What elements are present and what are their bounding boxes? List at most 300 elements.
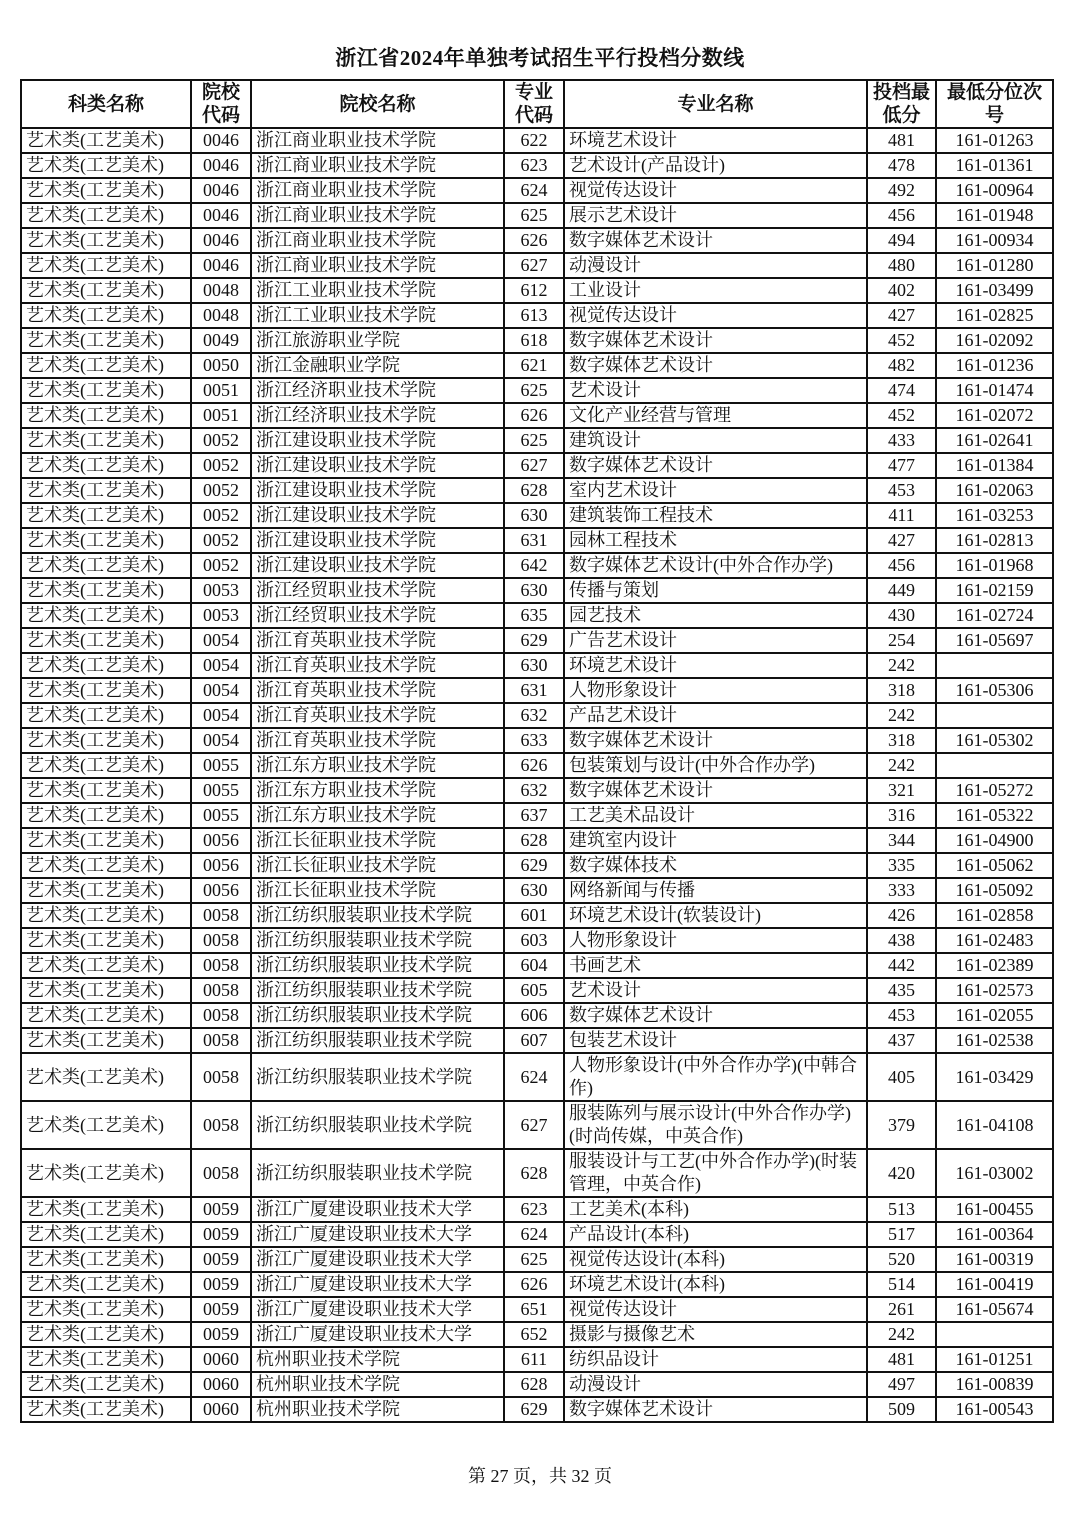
- cell-school-name: 浙江广厦建设职业技术大学: [251, 1297, 504, 1322]
- cell-school-name: 浙江纺织服装职业技术学院: [251, 928, 504, 953]
- cell-major-name: 视觉传达设计: [564, 178, 867, 203]
- cell-school-name: 浙江广厦建设职业技术大学: [251, 1247, 504, 1272]
- cell-major-name: 动漫设计: [564, 253, 867, 278]
- cell-school-name: 浙江育英职业技术学院: [251, 703, 504, 728]
- cell-min-rank: 161-04108: [936, 1101, 1053, 1149]
- table-row: [21, 453, 1053, 478]
- table-row: [21, 903, 1053, 928]
- cell-major-code: 625: [504, 378, 564, 403]
- table-row: [21, 878, 1053, 903]
- cell-min-score: 242: [867, 703, 936, 728]
- cell-major-name: 环境艺术设计: [564, 128, 867, 153]
- cell-school-name: 浙江纺织服装职业技术学院: [251, 1149, 504, 1197]
- cell-major-code: 630: [504, 578, 564, 603]
- cell-min-rank: 161-00419: [936, 1272, 1053, 1297]
- cell-min-rank: 161-05306: [936, 678, 1053, 703]
- cell-min-rank: 161-05092: [936, 878, 1053, 903]
- cell-school-name: 浙江工业职业技术学院: [251, 303, 504, 328]
- cell-school-code: 0058: [191, 1003, 251, 1028]
- cell-min-score: 437: [867, 1028, 936, 1053]
- cell-school-name: 浙江建设职业技术学院: [251, 528, 504, 553]
- table-row: [21, 703, 1053, 728]
- cell-school-code: 0055: [191, 753, 251, 778]
- table-row: [21, 678, 1053, 703]
- cell-min-rank: 161-04900: [936, 828, 1053, 853]
- cell-major-name: 视觉传达设计(本科): [564, 1247, 867, 1272]
- cell-school-code: 0046: [191, 153, 251, 178]
- cell-min-score: 481: [867, 128, 936, 153]
- cell-school-name: 浙江建设职业技术学院: [251, 428, 504, 453]
- cell-min-rank: 161-00364: [936, 1222, 1053, 1247]
- cell-min-score: 242: [867, 753, 936, 778]
- table-row: [21, 203, 1053, 228]
- cell-major-code: 605: [504, 978, 564, 1003]
- cell-major-code: 624: [504, 1053, 564, 1101]
- cell-min-rank: 161-05322: [936, 803, 1053, 828]
- cell-category: 艺术类(工艺美术): [21, 603, 191, 628]
- cell-major-code: 628: [504, 1372, 564, 1397]
- cell-min-rank: 161-00455: [936, 1197, 1053, 1222]
- cell-school-name: 浙江长征职业技术学院: [251, 828, 504, 853]
- table-header-row: [21, 80, 1053, 128]
- cell-category: 艺术类(工艺美术): [21, 1247, 191, 1272]
- cell-major-name: 产品艺术设计: [564, 703, 867, 728]
- cell-major-code: 626: [504, 228, 564, 253]
- cell-school-code: 0060: [191, 1347, 251, 1372]
- cell-school-code: 0056: [191, 878, 251, 903]
- cell-major-code: 627: [504, 253, 564, 278]
- cell-major-code: 621: [504, 353, 564, 378]
- cell-min-rank: 161-02063: [936, 478, 1053, 503]
- table-row: [21, 628, 1053, 653]
- header-school-name: 院校名称: [251, 80, 504, 128]
- cell-school-name: 浙江纺织服装职业技术学院: [251, 1101, 504, 1149]
- cell-school-code: 0046: [191, 228, 251, 253]
- cell-min-rank: [936, 703, 1053, 728]
- table-row: [21, 378, 1053, 403]
- cell-min-score: 509: [867, 1397, 936, 1422]
- cell-major-name: 艺术设计(产品设计): [564, 153, 867, 178]
- cell-category: 艺术类(工艺美术): [21, 203, 191, 228]
- cell-school-name: 浙江商业职业技术学院: [251, 128, 504, 153]
- cell-major-name: 视觉传达设计: [564, 1297, 867, 1322]
- cell-school-code: 0046: [191, 203, 251, 228]
- cell-min-rank: 161-02072: [936, 403, 1053, 428]
- cell-min-rank: 161-05674: [936, 1297, 1053, 1322]
- cell-min-score: 420: [867, 1149, 936, 1197]
- cell-min-score: 442: [867, 953, 936, 978]
- cell-school-code: 0055: [191, 803, 251, 828]
- table-row: [21, 828, 1053, 853]
- cell-category: 艺术类(工艺美术): [21, 928, 191, 953]
- cell-school-code: 0060: [191, 1397, 251, 1422]
- cell-min-rank: 161-02055: [936, 1003, 1053, 1028]
- cell-school-name: 浙江纺织服装职业技术学院: [251, 978, 504, 1003]
- cell-category: 艺术类(工艺美术): [21, 178, 191, 203]
- cell-major-code: 630: [504, 653, 564, 678]
- cell-school-name: 浙江商业职业技术学院: [251, 253, 504, 278]
- cell-min-rank: 161-02389: [936, 953, 1053, 978]
- cell-min-score: 242: [867, 653, 936, 678]
- cell-school-code: 0054: [191, 703, 251, 728]
- cell-category: 艺术类(工艺美术): [21, 503, 191, 528]
- cell-category: 艺术类(工艺美术): [21, 1272, 191, 1297]
- admission-score-table: [20, 79, 1054, 1423]
- table-row: [21, 1101, 1053, 1149]
- cell-min-score: 316: [867, 803, 936, 828]
- cell-school-code: 0052: [191, 478, 251, 503]
- cell-school-name: 浙江育英职业技术学院: [251, 653, 504, 678]
- cell-major-code: 631: [504, 678, 564, 703]
- cell-min-rank: 161-01968: [936, 553, 1053, 578]
- cell-school-name: 浙江育英职业技术学院: [251, 678, 504, 703]
- cell-major-code: 628: [504, 1149, 564, 1197]
- cell-school-name: 浙江商业职业技术学院: [251, 153, 504, 178]
- cell-school-code: 0059: [191, 1197, 251, 1222]
- cell-major-name: 工艺美术品设计: [564, 803, 867, 828]
- cell-category: 艺术类(工艺美术): [21, 1028, 191, 1053]
- cell-min-score: 517: [867, 1222, 936, 1247]
- cell-major-name: 艺术设计: [564, 978, 867, 1003]
- cell-min-rank: 161-01263: [936, 128, 1053, 153]
- cell-major-name: 环境艺术设计(软装设计): [564, 903, 867, 928]
- header-category: 科类名称: [21, 80, 191, 128]
- cell-min-rank: 161-03002: [936, 1149, 1053, 1197]
- cell-school-code: 0049: [191, 328, 251, 353]
- cell-major-code: 612: [504, 278, 564, 303]
- cell-major-code: 629: [504, 628, 564, 653]
- cell-category: 艺术类(工艺美术): [21, 1397, 191, 1422]
- header-major-name: 专业名称: [564, 80, 867, 128]
- table-row: [21, 603, 1053, 628]
- cell-min-rank: 161-01948: [936, 203, 1053, 228]
- cell-school-code: 0056: [191, 828, 251, 853]
- cell-min-rank: [936, 1322, 1053, 1347]
- table-row: [21, 553, 1053, 578]
- cell-min-rank: 161-02825: [936, 303, 1053, 328]
- cell-min-score: 430: [867, 603, 936, 628]
- cell-major-code: 651: [504, 1297, 564, 1322]
- cell-min-score: 318: [867, 678, 936, 703]
- cell-school-code: 0058: [191, 978, 251, 1003]
- cell-category: 艺术类(工艺美术): [21, 853, 191, 878]
- cell-category: 艺术类(工艺美术): [21, 878, 191, 903]
- cell-school-code: 0051: [191, 403, 251, 428]
- cell-school-code: 0054: [191, 628, 251, 653]
- cell-min-rank: 161-02092: [936, 328, 1053, 353]
- cell-major-name: 园林工程技术: [564, 528, 867, 553]
- cell-major-name: 广告艺术设计: [564, 628, 867, 653]
- cell-min-rank: 161-05272: [936, 778, 1053, 803]
- cell-major-name: 纺织品设计: [564, 1347, 867, 1372]
- cell-min-rank: 161-01280: [936, 253, 1053, 278]
- cell-school-code: 0058: [191, 1149, 251, 1197]
- cell-major-name: 书画艺术: [564, 953, 867, 978]
- cell-major-code: 635: [504, 603, 564, 628]
- cell-category: 艺术类(工艺美术): [21, 1347, 191, 1372]
- cell-school-code: 0058: [191, 953, 251, 978]
- table-row: [21, 578, 1053, 603]
- table-row: [21, 1247, 1053, 1272]
- cell-category: 艺术类(工艺美术): [21, 478, 191, 503]
- cell-school-name: 浙江广厦建设职业技术大学: [251, 1322, 504, 1347]
- cell-school-code: 0048: [191, 278, 251, 303]
- table-row: [21, 1297, 1053, 1322]
- cell-min-score: 478: [867, 153, 936, 178]
- cell-school-name: 浙江东方职业技术学院: [251, 803, 504, 828]
- cell-min-rank: 161-02724: [936, 603, 1053, 628]
- cell-school-name: 杭州职业技术学院: [251, 1347, 504, 1372]
- cell-category: 艺术类(工艺美术): [21, 153, 191, 178]
- cell-school-name: 浙江商业职业技术学院: [251, 228, 504, 253]
- cell-category: 艺术类(工艺美术): [21, 1003, 191, 1028]
- cell-major-code: 626: [504, 403, 564, 428]
- cell-major-code: 606: [504, 1003, 564, 1028]
- cell-min-rank: 161-00543: [936, 1397, 1053, 1422]
- cell-major-code: 631: [504, 528, 564, 553]
- cell-min-rank: 161-02483: [936, 928, 1053, 953]
- cell-major-name: 数字媒体艺术设计: [564, 328, 867, 353]
- table-row: [21, 778, 1053, 803]
- table-row: [21, 1003, 1053, 1028]
- cell-major-code: 625: [504, 203, 564, 228]
- cell-min-rank: 161-01474: [936, 378, 1053, 403]
- cell-school-code: 0052: [191, 428, 251, 453]
- cell-min-rank: 161-00934: [936, 228, 1053, 253]
- cell-school-code: 0046: [191, 178, 251, 203]
- cell-category: 艺术类(工艺美术): [21, 228, 191, 253]
- table-row: [21, 353, 1053, 378]
- cell-min-score: 318: [867, 728, 936, 753]
- cell-min-score: 492: [867, 178, 936, 203]
- table-row: [21, 1322, 1053, 1347]
- cell-category: 艺术类(工艺美术): [21, 828, 191, 853]
- cell-major-name: 数字媒体艺术设计: [564, 778, 867, 803]
- cell-min-score: 482: [867, 353, 936, 378]
- cell-major-code: 623: [504, 153, 564, 178]
- cell-school-name: 浙江纺织服装职业技术学院: [251, 1028, 504, 1053]
- cell-min-score: 242: [867, 1322, 936, 1347]
- cell-min-rank: 161-02538: [936, 1028, 1053, 1053]
- cell-major-code: 642: [504, 553, 564, 578]
- cell-school-name: 浙江纺织服装职业技术学院: [251, 953, 504, 978]
- table-row: [21, 978, 1053, 1003]
- table-row: [21, 1197, 1053, 1222]
- cell-major-code: 624: [504, 178, 564, 203]
- cell-min-score: 333: [867, 878, 936, 903]
- cell-school-code: 0054: [191, 653, 251, 678]
- cell-category: 艺术类(工艺美术): [21, 653, 191, 678]
- cell-school-name: 浙江经济职业技术学院: [251, 403, 504, 428]
- cell-school-name: 浙江育英职业技术学院: [251, 728, 504, 753]
- table-row: [21, 803, 1053, 828]
- cell-min-score: 254: [867, 628, 936, 653]
- cell-major-name: 传播与策划: [564, 578, 867, 603]
- cell-min-score: 411: [867, 503, 936, 528]
- cell-major-name: 建筑装饰工程技术: [564, 503, 867, 528]
- cell-school-name: 浙江长征职业技术学院: [251, 853, 504, 878]
- cell-school-name: 浙江纺织服装职业技术学院: [251, 1053, 504, 1101]
- cell-category: 艺术类(工艺美术): [21, 278, 191, 303]
- cell-school-code: 0053: [191, 578, 251, 603]
- cell-school-name: 浙江建设职业技术学院: [251, 453, 504, 478]
- cell-min-rank: 161-01384: [936, 453, 1053, 478]
- cell-major-name: 服装陈列与展示设计(中外合作办学)(时尚传媒，中英合作): [564, 1101, 867, 1149]
- cell-min-rank: 161-01236: [936, 353, 1053, 378]
- cell-major-name: 数字媒体艺术设计: [564, 1003, 867, 1028]
- cell-major-name: 摄影与摄像艺术: [564, 1322, 867, 1347]
- cell-min-score: 449: [867, 578, 936, 603]
- cell-category: 艺术类(工艺美术): [21, 328, 191, 353]
- cell-major-name: 人物形象设计(中外合作办学)(中韩合作): [564, 1053, 867, 1101]
- cell-category: 艺术类(工艺美术): [21, 578, 191, 603]
- table-row: [21, 403, 1053, 428]
- cell-min-score: 427: [867, 528, 936, 553]
- cell-major-name: 产品设计(本科): [564, 1222, 867, 1247]
- cell-major-name: 工艺美术(本科): [564, 1197, 867, 1222]
- cell-major-code: 628: [504, 478, 564, 503]
- cell-major-code: 625: [504, 1247, 564, 1272]
- cell-category: 艺术类(工艺美术): [21, 953, 191, 978]
- cell-min-rank: 161-02573: [936, 978, 1053, 1003]
- cell-school-code: 0052: [191, 553, 251, 578]
- table-row: [21, 853, 1053, 878]
- cell-school-code: 0053: [191, 603, 251, 628]
- cell-min-rank: 161-02641: [936, 428, 1053, 453]
- cell-category: 艺术类(工艺美术): [21, 428, 191, 453]
- cell-school-code: 0058: [191, 1101, 251, 1149]
- cell-school-name: 浙江建设职业技术学院: [251, 478, 504, 503]
- cell-major-name: 人物形象设计: [564, 678, 867, 703]
- table-row: [21, 753, 1053, 778]
- cell-min-score: 321: [867, 778, 936, 803]
- cell-major-code: 607: [504, 1028, 564, 1053]
- cell-min-rank: [936, 753, 1053, 778]
- cell-min-rank: 161-05302: [936, 728, 1053, 753]
- cell-category: 艺术类(工艺美术): [21, 778, 191, 803]
- cell-major-code: 623: [504, 1197, 564, 1222]
- cell-major-name: 文化产业经营与管理: [564, 403, 867, 428]
- cell-major-name: 视觉传达设计: [564, 303, 867, 328]
- cell-school-code: 0058: [191, 1053, 251, 1101]
- cell-major-code: 629: [504, 853, 564, 878]
- cell-major-name: 室内艺术设计: [564, 478, 867, 503]
- cell-min-rank: 161-01361: [936, 153, 1053, 178]
- cell-school-code: 0050: [191, 353, 251, 378]
- cell-min-score: 426: [867, 903, 936, 928]
- cell-major-code: 632: [504, 703, 564, 728]
- cell-category: 艺术类(工艺美术): [21, 678, 191, 703]
- table-row: [21, 1347, 1053, 1372]
- cell-major-code: 625: [504, 428, 564, 453]
- cell-school-name: 浙江纺织服装职业技术学院: [251, 903, 504, 928]
- cell-major-name: 服装设计与工艺(中外合作办学)(时装管理，中英合作): [564, 1149, 867, 1197]
- cell-major-name: 展示艺术设计: [564, 203, 867, 228]
- cell-category: 艺术类(工艺美术): [21, 353, 191, 378]
- table-row: [21, 428, 1053, 453]
- header-school-code: 院校代码: [191, 80, 251, 128]
- header-major-code: 专业代码: [504, 80, 564, 128]
- cell-min-rank: 161-05062: [936, 853, 1053, 878]
- cell-category: 艺术类(工艺美术): [21, 753, 191, 778]
- cell-min-score: 480: [867, 253, 936, 278]
- cell-major-code: 626: [504, 753, 564, 778]
- cell-major-code: 627: [504, 1101, 564, 1149]
- cell-min-score: 477: [867, 453, 936, 478]
- cell-category: 艺术类(工艺美术): [21, 453, 191, 478]
- table-row: [21, 1222, 1053, 1247]
- cell-major-name: 工业设计: [564, 278, 867, 303]
- cell-major-name: 数字媒体艺术设计: [564, 1397, 867, 1422]
- cell-category: 艺术类(工艺美术): [21, 253, 191, 278]
- page-number: 第 27 页，共 32 页: [468, 1466, 612, 1486]
- cell-major-name: 园艺技术: [564, 603, 867, 628]
- cell-category: 艺术类(工艺美术): [21, 628, 191, 653]
- cell-major-code: 633: [504, 728, 564, 753]
- cell-category: 艺术类(工艺美术): [21, 528, 191, 553]
- cell-category: 艺术类(工艺美术): [21, 553, 191, 578]
- cell-school-name: 浙江建设职业技术学院: [251, 553, 504, 578]
- cell-major-code: 632: [504, 778, 564, 803]
- cell-min-score: 435: [867, 978, 936, 1003]
- cell-min-score: 474: [867, 378, 936, 403]
- cell-school-name: 浙江工业职业技术学院: [251, 278, 504, 303]
- cell-min-score: 405: [867, 1053, 936, 1101]
- cell-school-code: 0059: [191, 1222, 251, 1247]
- cell-min-rank: 161-02858: [936, 903, 1053, 928]
- cell-school-code: 0052: [191, 453, 251, 478]
- cell-min-score: 452: [867, 328, 936, 353]
- cell-category: 艺术类(工艺美术): [21, 378, 191, 403]
- table-row: [21, 503, 1053, 528]
- cell-min-rank: [936, 653, 1053, 678]
- cell-school-name: 浙江商业职业技术学院: [251, 178, 504, 203]
- cell-major-code: 604: [504, 953, 564, 978]
- cell-min-score: 513: [867, 1197, 936, 1222]
- cell-category: 艺术类(工艺美术): [21, 803, 191, 828]
- cell-category: 艺术类(工艺美术): [21, 1101, 191, 1149]
- cell-school-name: 杭州职业技术学院: [251, 1372, 504, 1397]
- cell-category: 艺术类(工艺美术): [21, 128, 191, 153]
- table-row: [21, 328, 1053, 353]
- table-row: [21, 1272, 1053, 1297]
- cell-school-code: 0046: [191, 128, 251, 153]
- cell-major-name: 数字媒体艺术设计: [564, 453, 867, 478]
- table-row: [21, 1053, 1053, 1101]
- cell-school-code: 0058: [191, 928, 251, 953]
- cell-major-code: 629: [504, 1397, 564, 1422]
- cell-school-code: 0048: [191, 303, 251, 328]
- cell-major-name: 包装策划与设计(中外合作办学): [564, 753, 867, 778]
- table-row: [21, 653, 1053, 678]
- table-row: [21, 953, 1053, 978]
- cell-major-code: 624: [504, 1222, 564, 1247]
- cell-min-rank: 161-02159: [936, 578, 1053, 603]
- cell-school-code: 0059: [191, 1297, 251, 1322]
- table-row: [21, 1149, 1053, 1197]
- cell-min-rank: 161-00319: [936, 1247, 1053, 1272]
- cell-min-score: 514: [867, 1272, 936, 1297]
- cell-school-name: 浙江育英职业技术学院: [251, 628, 504, 653]
- cell-major-code: 630: [504, 878, 564, 903]
- cell-school-code: 0046: [191, 253, 251, 278]
- cell-min-rank: 161-00964: [936, 178, 1053, 203]
- cell-major-name: 艺术设计: [564, 378, 867, 403]
- cell-category: 艺术类(工艺美术): [21, 978, 191, 1003]
- cell-major-code: 622: [504, 128, 564, 153]
- table-row: [21, 728, 1053, 753]
- cell-min-score: 456: [867, 203, 936, 228]
